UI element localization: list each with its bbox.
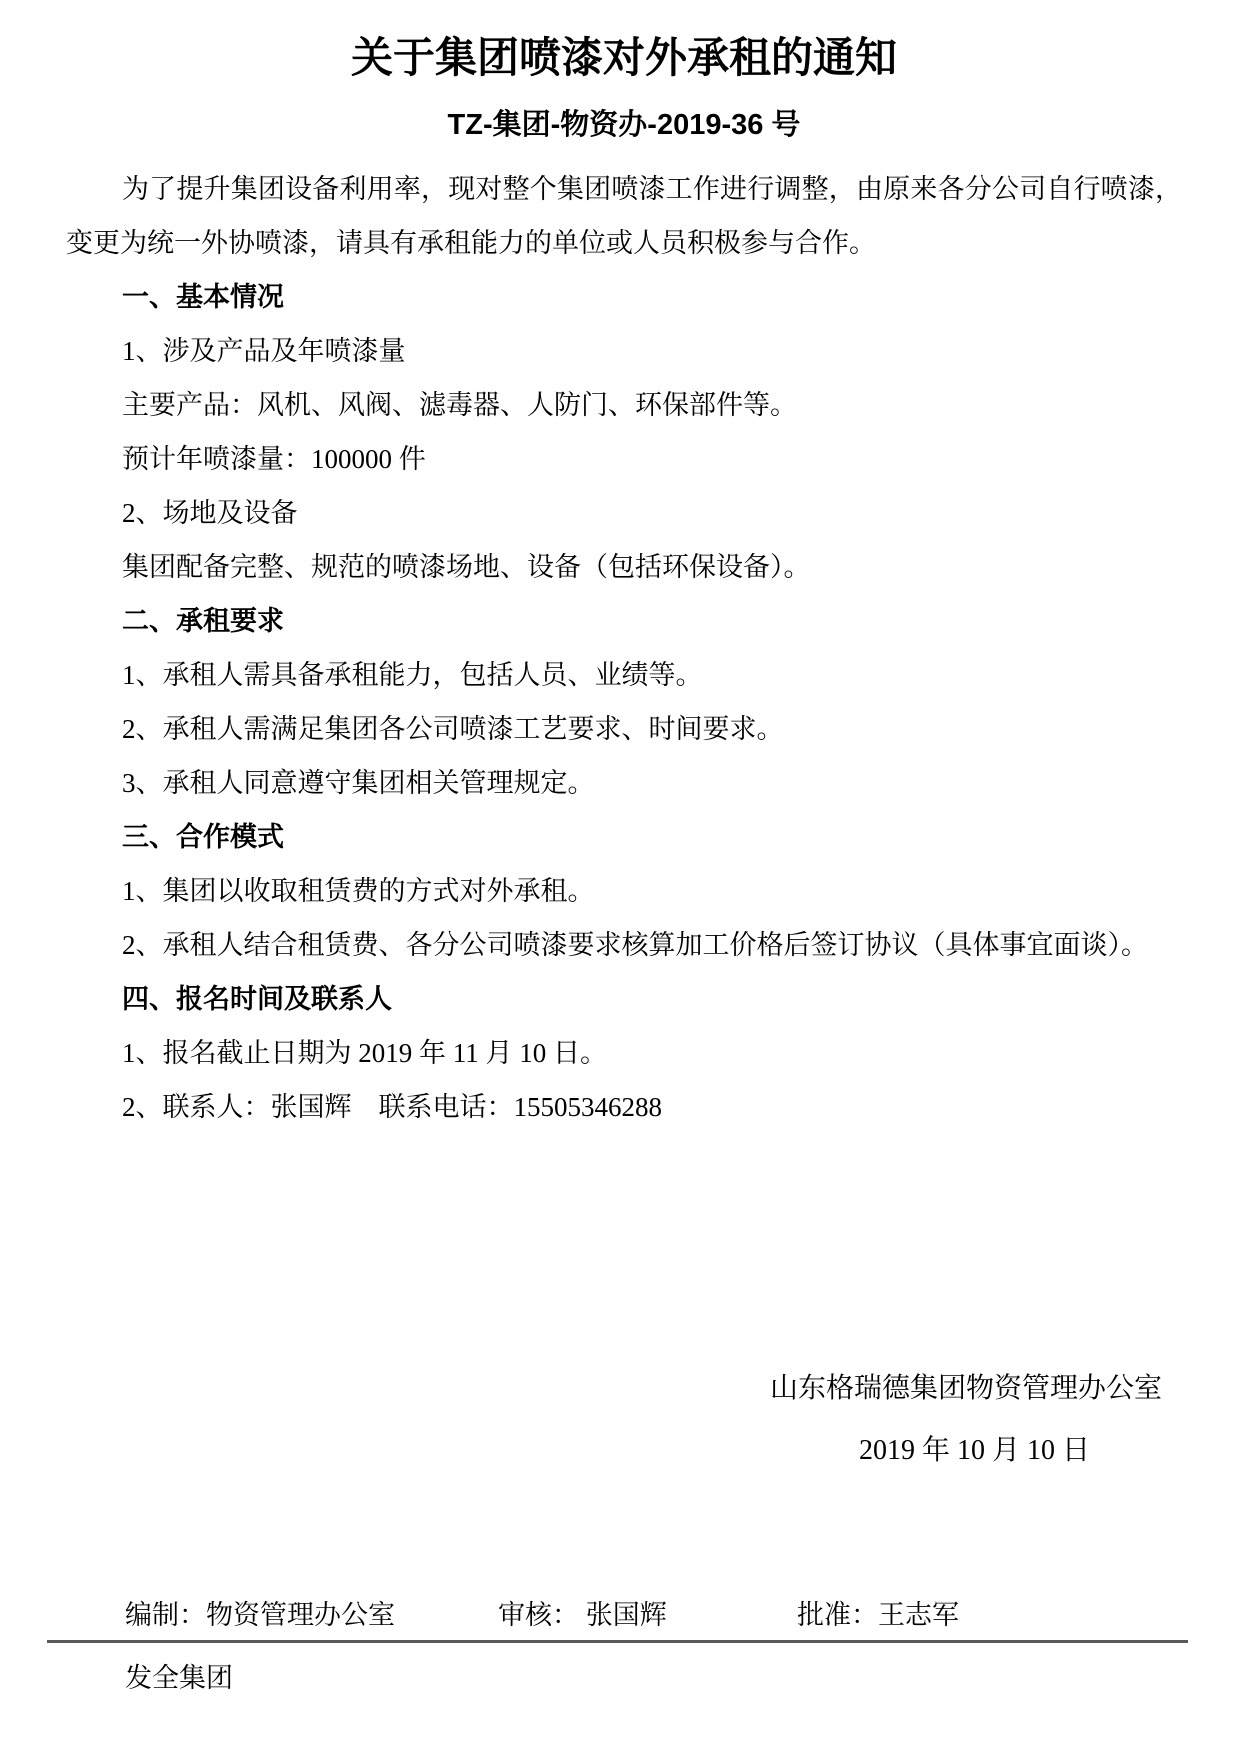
- body-line: 预计年喷漆量：100000 件: [122, 444, 426, 474]
- document-title: 关于集团喷漆对外承租的通知: [350, 34, 897, 81]
- footer-prepared-by: 编制：物资管理办公室: [125, 1600, 395, 1630]
- signature-date: 2019 年 10 月 10 日: [858, 1435, 1090, 1466]
- body-line: 集团配备完整、规范的喷漆场地、设备（包括环保设备）。: [122, 552, 811, 582]
- body-line: 2、场地及设备: [122, 498, 298, 528]
- section-heading-2: 二、承租要求: [122, 606, 284, 636]
- section-heading-1: 一、基本情况: [122, 282, 284, 312]
- document-number: TZ-集团-物资办-2019-36 号: [447, 109, 801, 141]
- body-line: 主要产品：风机、风阀、滤毒器、人防门、环保部件等。: [122, 390, 797, 420]
- section-heading-4: 四、报名时间及联系人: [122, 984, 392, 1014]
- body-line: 2、联系人：张国辉 联系电话：15505346288: [122, 1092, 662, 1122]
- intro-paragraph: 为了提升集团设备利用率，现对整个集团喷漆工作进行调整，由原来各分公司自行喷漆，变更为统一外协喷漆，请具有承租能力的单位或人员积极参与合作。: [66, 174, 1182, 258]
- document-body: [66, 162, 1182, 1134]
- signature-organization: 山东格瑞德集团物资管理办公室: [769, 1373, 1162, 1404]
- body-line: 1、集团以收取租赁费的方式对外承租。: [122, 876, 595, 906]
- footer-distribution: 发全集团: [125, 1663, 233, 1693]
- footer-divider: [47, 1640, 1188, 1643]
- footer-reviewed-by: 审核： 张国辉: [498, 1600, 667, 1630]
- section-heading-3: 三、合作模式: [122, 822, 284, 852]
- body-line: 1、报名截止日期为 2019 年 11 月 10 日。: [122, 1038, 607, 1068]
- body-line: 2、承租人需满足集团各公司喷漆工艺要求、时间要求。: [122, 714, 784, 744]
- footer-approved-by: 批准：王志军: [797, 1600, 959, 1630]
- body-line: 3、承租人同意遵守集团相关管理规定。: [122, 768, 595, 798]
- body-line: 1、承租人需具备承租能力，包括人员、业绩等。: [122, 660, 703, 690]
- body-line: 2、承租人结合租赁费、各分公司喷漆要求核算加工价格后签订协议（具体事宜面谈）。: [122, 930, 1148, 960]
- body-line: 1、涉及产品及年喷漆量: [122, 336, 406, 366]
